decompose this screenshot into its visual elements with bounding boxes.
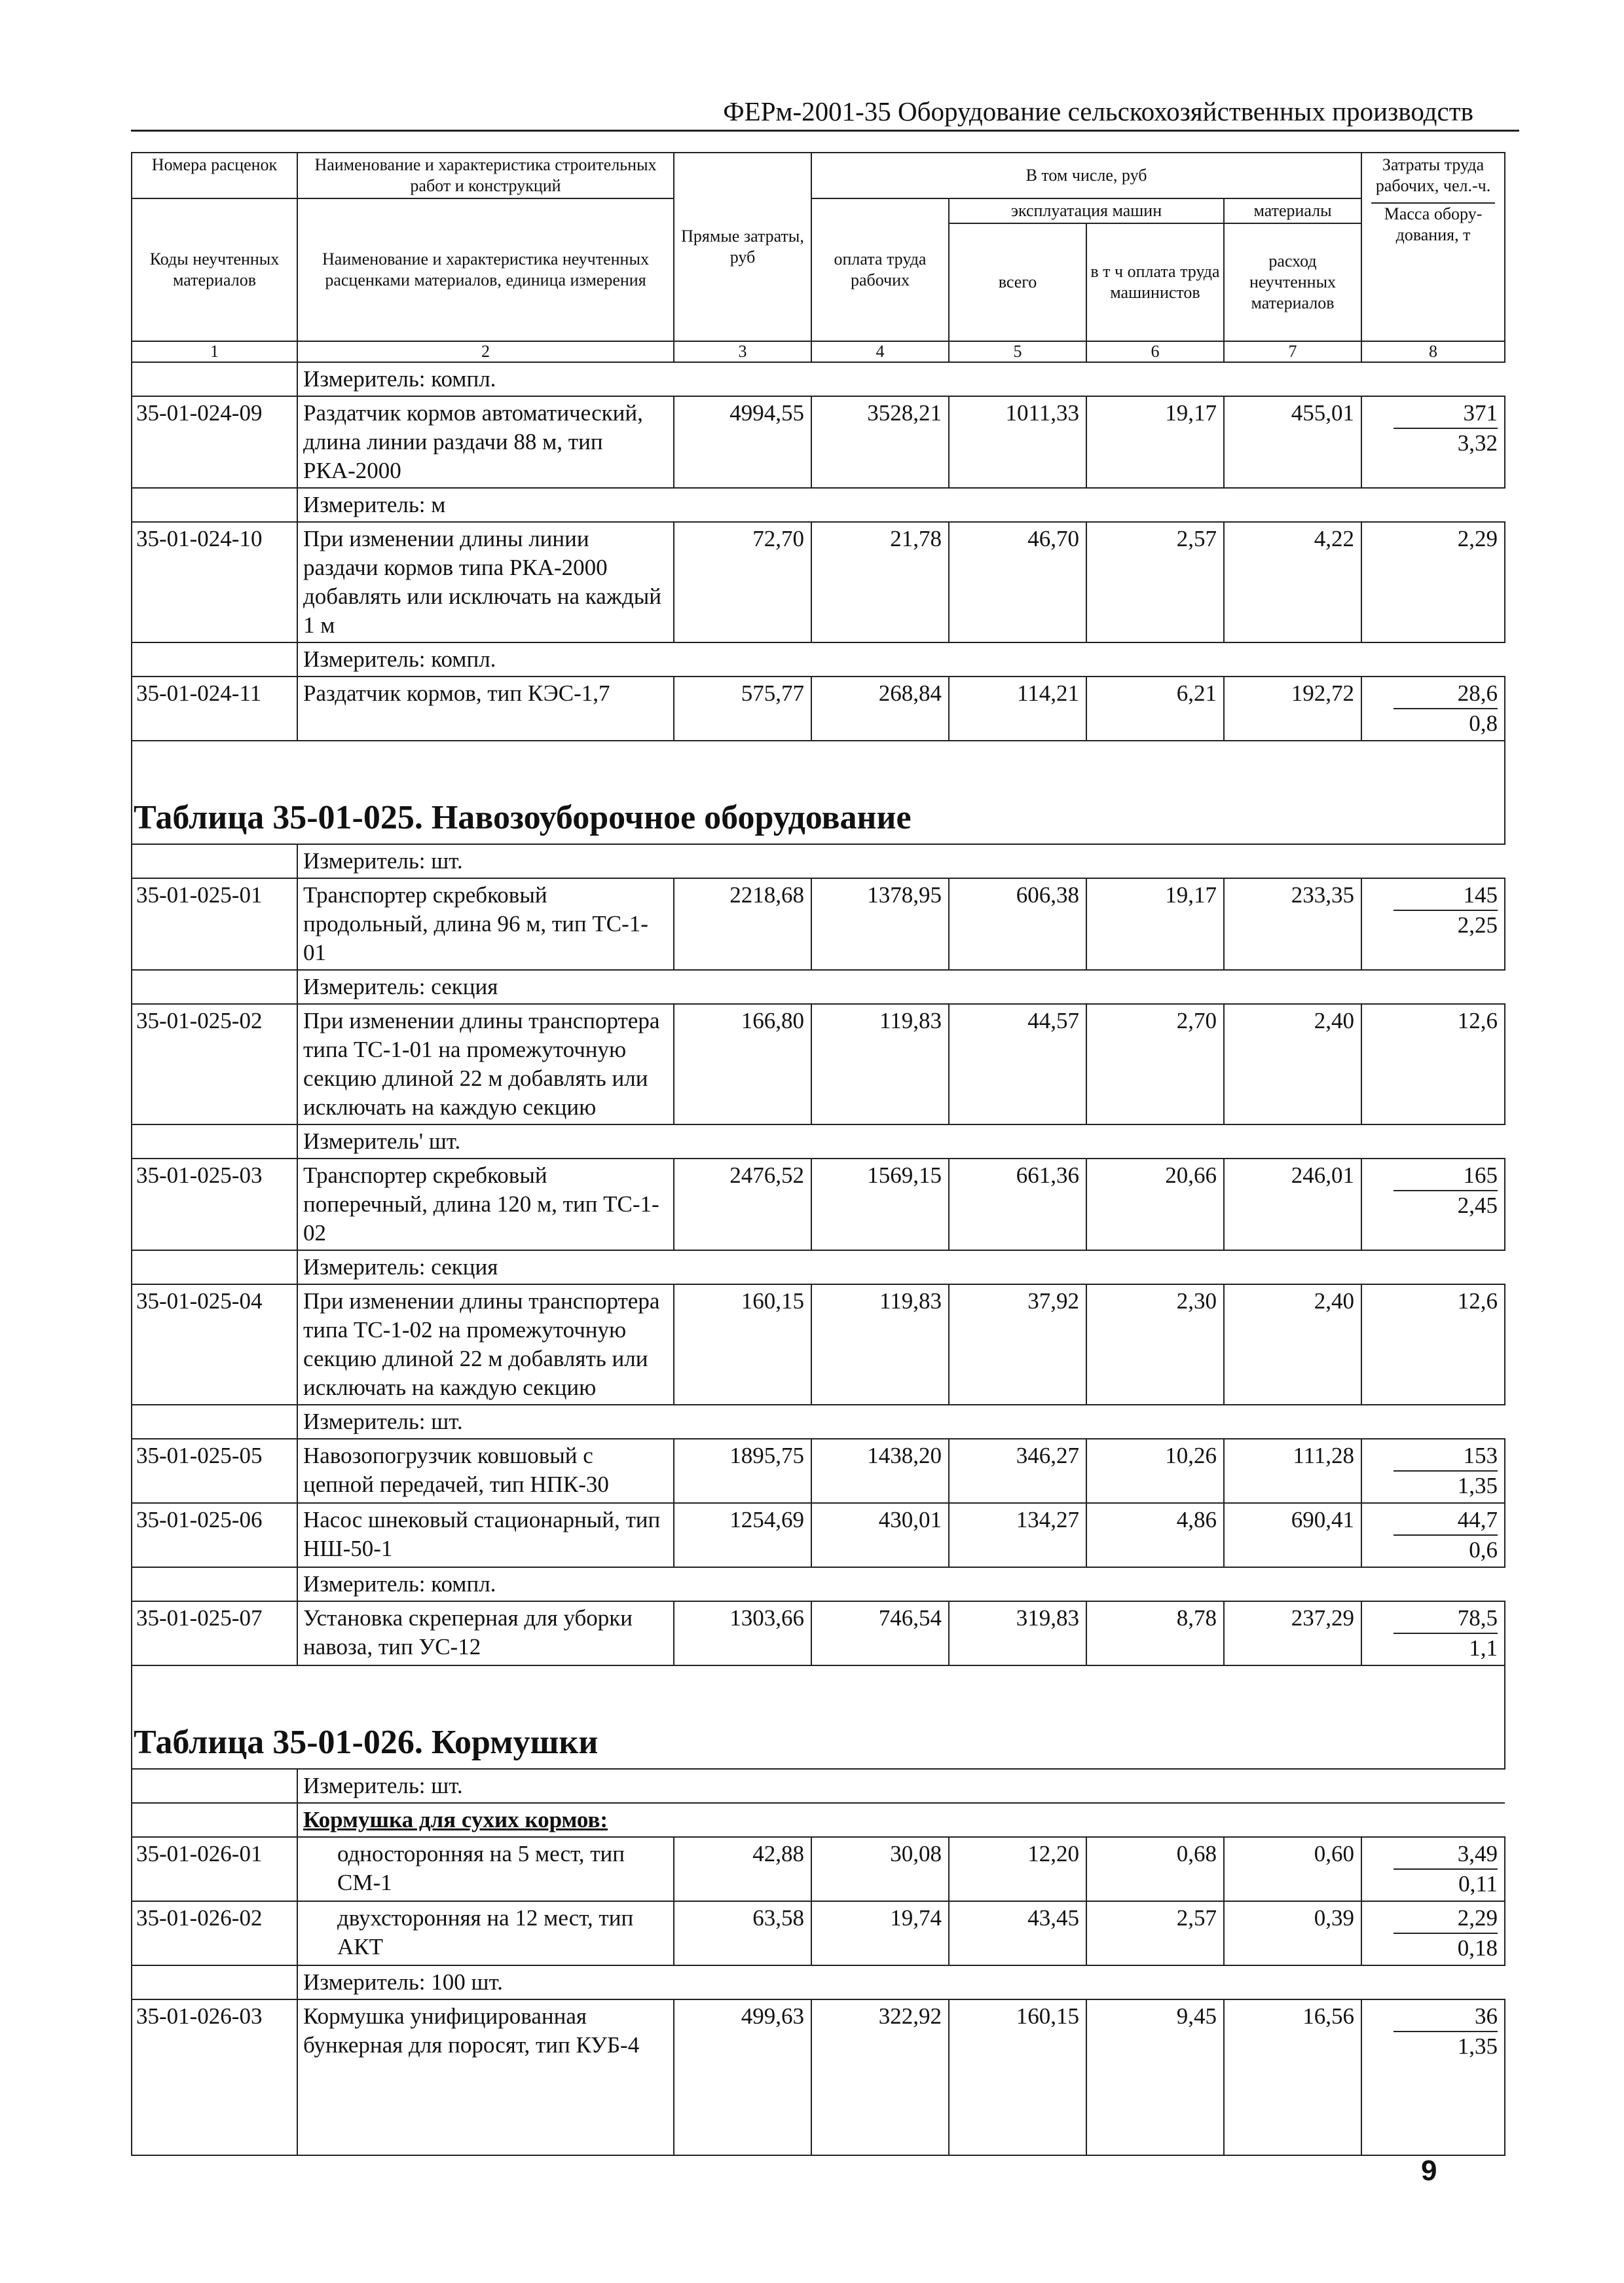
table-row bbox=[132, 396, 1505, 488]
col-number: 4 bbox=[811, 341, 949, 362]
machinist-pay: 9,45 bbox=[1086, 1999, 1224, 2155]
mass-value: 2,45 bbox=[1457, 1193, 1498, 1218]
col-number: 7 bbox=[1224, 341, 1361, 362]
machine-total: 160,15 bbox=[949, 1999, 1086, 2155]
col-worker-pay: оплата труда рабочих bbox=[811, 198, 949, 341]
worker-pay: 119,83 bbox=[811, 1284, 949, 1405]
rate-code: 35-01-025-01 bbox=[132, 878, 297, 970]
direct-costs: 575,77 bbox=[674, 677, 811, 741]
machine-total: 46,70 bbox=[949, 522, 1086, 642]
machine-total: 134,27 bbox=[949, 1503, 1086, 1567]
labor-value: 44,7 bbox=[1393, 1506, 1498, 1536]
machine-total: 37,92 bbox=[949, 1284, 1086, 1405]
worker-pay: 30,08 bbox=[811, 1837, 949, 1901]
labor-cell bbox=[1361, 1601, 1505, 1665]
materials-cost: 246,01 bbox=[1224, 1159, 1361, 1250]
page-number: 9 bbox=[1421, 2155, 1437, 2187]
machinist-pay: 4,86 bbox=[1086, 1503, 1224, 1567]
measure-row bbox=[132, 488, 1505, 522]
measure-row bbox=[132, 362, 1505, 396]
measure-label: Измеритель: секция bbox=[297, 970, 1505, 1004]
measure-label: Измеритель: компл. bbox=[297, 1567, 1505, 1601]
table-row bbox=[132, 1284, 1505, 1405]
machinist-pay: 19,17 bbox=[1086, 396, 1224, 488]
mass-value: 1,35 bbox=[1457, 1473, 1498, 1498]
measure-row bbox=[132, 1567, 1505, 1601]
col-number: 1 bbox=[132, 341, 297, 362]
measure-label: Измеритель: шт. bbox=[297, 1769, 1505, 1803]
header-divider bbox=[1371, 202, 1495, 204]
labor-value: 2,29 bbox=[1393, 1904, 1498, 1934]
measure-row bbox=[132, 1250, 1505, 1284]
direct-costs: 72,70 bbox=[674, 522, 811, 642]
table-row bbox=[132, 677, 1505, 741]
rate-code: 35-01-025-07 bbox=[132, 1601, 297, 1665]
worker-pay: 1438,20 bbox=[811, 1439, 949, 1503]
mass-value: 0,6 bbox=[1469, 1537, 1498, 1563]
measure-label: Измеритель: м bbox=[297, 488, 1505, 522]
rate-code: 35-01-024-10 bbox=[132, 522, 297, 642]
col-unaccounted-use: расход неучтенных материалов bbox=[1224, 223, 1361, 341]
measure-label: Измеритель: компл. bbox=[297, 362, 1505, 396]
rate-code: 35-01-024-09 bbox=[132, 396, 297, 488]
direct-costs: 63,58 bbox=[674, 1901, 811, 1965]
rate-name: Навозопогрузчик ковшовый с цепной передачей, тип НПК-30 bbox=[297, 1439, 674, 1503]
rate-code: 35-01-026-03 bbox=[132, 1999, 297, 2155]
measure-label: Измеритель: 100 шт. bbox=[297, 1965, 1505, 1999]
table-row bbox=[132, 1503, 1505, 1567]
worker-pay: 119,83 bbox=[811, 1004, 949, 1124]
col-including: В том числе, руб bbox=[811, 153, 1361, 198]
materials-cost: 455,01 bbox=[1224, 396, 1361, 488]
rates-table bbox=[131, 152, 1505, 2156]
rate-code: 35-01-024-11 bbox=[132, 677, 297, 741]
machinist-pay: 19,17 bbox=[1086, 878, 1224, 970]
direct-costs: 4994,55 bbox=[674, 396, 811, 488]
mass-value: 0,18 bbox=[1457, 1935, 1498, 1961]
materials-cost: 233,35 bbox=[1224, 878, 1361, 970]
table-row bbox=[132, 1004, 1505, 1124]
measure-row bbox=[132, 642, 1505, 677]
materials-cost: 4,22 bbox=[1224, 522, 1361, 642]
labor-value: 12,6 bbox=[1361, 1004, 1505, 1124]
header-row-1 bbox=[132, 153, 1505, 198]
col-total: всего bbox=[949, 223, 1086, 341]
column-numbers-row bbox=[132, 341, 1505, 362]
worker-pay: 268,84 bbox=[811, 677, 949, 741]
worker-pay: 19,74 bbox=[811, 1901, 949, 1965]
direct-costs: 160,15 bbox=[674, 1284, 811, 1405]
col-rate-number: Номера расценок bbox=[132, 153, 297, 198]
labor-cell bbox=[1361, 1503, 1505, 1567]
col-unaccounted-name: Наименование и характеристика неучтенных расценками материалов, единица измерения bbox=[297, 198, 674, 341]
worker-pay: 1378,95 bbox=[811, 878, 949, 970]
worker-pay: 430,01 bbox=[811, 1503, 949, 1567]
rate-name: Транспортер скребковый поперечный, длина 120 м, тип ТС-1-02 bbox=[297, 1159, 674, 1250]
rate-name: Кормушка унифицированная бункерная для поросят, тип КУБ-4 bbox=[297, 1999, 674, 2155]
table-title: Таблица 35-01-026. Кормушки bbox=[132, 1665, 1505, 1769]
rate-name: При изменении длины линии раздачи кормов типа РКА-2000 добавлять или исключать на каждый 1 м bbox=[297, 522, 674, 642]
rate-name: односторонняя на 5 мест, тип СМ-1 bbox=[297, 1837, 674, 1901]
machine-total: 319,83 bbox=[949, 1601, 1086, 1665]
machine-total: 114,21 bbox=[949, 677, 1086, 741]
worker-pay: 746,54 bbox=[811, 1601, 949, 1665]
labor-costs-label: Затраты труда рабочих, чел.-ч. bbox=[1375, 155, 1491, 195]
direct-costs: 2476,52 bbox=[674, 1159, 811, 1250]
labor-cell bbox=[1361, 878, 1505, 970]
table-row bbox=[132, 522, 1505, 642]
mass-value: 0,8 bbox=[1469, 711, 1498, 736]
col-materials: материалы bbox=[1224, 198, 1361, 223]
machine-total: 44,57 bbox=[949, 1004, 1086, 1124]
measure-row bbox=[132, 970, 1505, 1004]
machinist-pay: 20,66 bbox=[1086, 1159, 1224, 1250]
labor-value: 3,49 bbox=[1393, 1840, 1498, 1870]
measure-row bbox=[132, 1405, 1505, 1439]
materials-cost: 0,60 bbox=[1224, 1837, 1361, 1901]
labor-cell bbox=[1361, 1901, 1505, 1965]
rate-code: 35-01-026-02 bbox=[132, 1901, 297, 1965]
materials-cost: 2,40 bbox=[1224, 1284, 1361, 1405]
col-direct-costs: Прямые затраты, руб bbox=[674, 153, 811, 341]
machinist-pay: 0,68 bbox=[1086, 1837, 1224, 1901]
labor-value: 28,6 bbox=[1393, 679, 1498, 709]
machinist-pay: 2,57 bbox=[1086, 522, 1224, 642]
machine-total: 606,38 bbox=[949, 878, 1086, 970]
labor-cell bbox=[1361, 396, 1505, 488]
rate-name: Установка скреперная для уборки навоза, тип УС-12 bbox=[297, 1601, 674, 1665]
mass-value: 1,1 bbox=[1469, 1635, 1498, 1661]
machinist-pay: 2,30 bbox=[1086, 1284, 1224, 1405]
table-title-row bbox=[132, 741, 1505, 844]
labor-value: 371 bbox=[1393, 399, 1498, 429]
rate-name: Раздатчик кормов, тип КЭС-1,7 bbox=[297, 677, 674, 741]
labor-value: 2,29 bbox=[1361, 522, 1505, 642]
materials-cost: 111,28 bbox=[1224, 1439, 1361, 1503]
machine-total: 43,45 bbox=[949, 1901, 1086, 1965]
subheading-row bbox=[132, 1803, 1505, 1837]
col-number: 5 bbox=[949, 341, 1086, 362]
measure-row bbox=[132, 1124, 1505, 1159]
mass-value: 3,32 bbox=[1457, 430, 1498, 456]
materials-cost: 16,56 bbox=[1224, 1999, 1361, 2155]
measure-row bbox=[132, 1965, 1505, 1999]
machinist-pay: 10,26 bbox=[1086, 1439, 1224, 1503]
machine-total: 1011,33 bbox=[949, 396, 1086, 488]
machinist-pay: 2,70 bbox=[1086, 1004, 1224, 1124]
col-machine-operation: эксплуатация машин bbox=[949, 198, 1224, 223]
mass-value: 2,25 bbox=[1457, 912, 1498, 938]
labor-value: 78,5 bbox=[1393, 1604, 1498, 1634]
rate-name: Раздатчик кормов автоматический, длина линии раздачи 88 м, тип РКА-2000 bbox=[297, 396, 674, 488]
machinist-pay: 8,78 bbox=[1086, 1601, 1224, 1665]
labor-cell bbox=[1361, 1837, 1505, 1901]
table-row bbox=[132, 1601, 1505, 1665]
table-row bbox=[132, 1159, 1505, 1250]
running-header bbox=[131, 92, 1519, 132]
direct-costs: 1895,75 bbox=[674, 1439, 811, 1503]
rate-code: 35-01-025-04 bbox=[132, 1284, 297, 1405]
table-row bbox=[132, 1901, 1505, 1965]
machinist-pay: 2,57 bbox=[1086, 1901, 1224, 1965]
table-row bbox=[132, 1837, 1505, 1901]
col-machinist-pay: в т ч оплата труда машинистов bbox=[1086, 223, 1224, 341]
direct-costs: 1254,69 bbox=[674, 1503, 811, 1567]
rate-code: 35-01-026-01 bbox=[132, 1837, 297, 1901]
labor-cell bbox=[1361, 1439, 1505, 1503]
direct-costs: 2218,68 bbox=[674, 878, 811, 970]
materials-cost: 237,29 bbox=[1224, 1601, 1361, 1665]
rate-name: двухсторонняя на 12 мест, тип АКТ bbox=[297, 1901, 674, 1965]
col-labor-costs bbox=[1361, 153, 1505, 341]
worker-pay: 3528,21 bbox=[811, 396, 949, 488]
rate-code: 35-01-025-05 bbox=[132, 1439, 297, 1503]
labor-value: 153 bbox=[1393, 1441, 1498, 1472]
machine-total: 661,36 bbox=[949, 1159, 1086, 1250]
table-row bbox=[132, 1999, 1505, 2155]
worker-pay: 322,92 bbox=[811, 1999, 949, 2155]
rate-name: Транспортер скребковый продольный, длина 96 м, тип ТС-1-01 bbox=[297, 878, 674, 970]
rate-name: Насос шнековый стационарный, тип НШ-50-1 bbox=[297, 1503, 674, 1567]
table-row bbox=[132, 1439, 1505, 1503]
mass-value: 0,11 bbox=[1458, 1871, 1498, 1897]
rate-code: 35-01-025-02 bbox=[132, 1004, 297, 1124]
worker-pay: 21,78 bbox=[811, 522, 949, 642]
direct-costs: 166,80 bbox=[674, 1004, 811, 1124]
rate-name: При изменении длины транспортера типа ТС-1-01 на промежуточную секцию длиной 22 м добавлять или исключать на каждую секцию bbox=[297, 1004, 674, 1124]
machine-total: 12,20 bbox=[949, 1837, 1086, 1901]
measure-label: Измеритель: шт. bbox=[297, 1405, 1505, 1439]
table-title: Таблица 35-01-025. Навозоуборочное оборудование bbox=[132, 741, 1505, 844]
col-number: 6 bbox=[1086, 341, 1224, 362]
col-number: 8 bbox=[1361, 341, 1505, 362]
materials-cost: 192,72 bbox=[1224, 677, 1361, 741]
measure-label: Измеритель: шт. bbox=[297, 844, 1505, 878]
equipment-mass-label: Масса обору-дования, т bbox=[1384, 204, 1483, 244]
materials-cost: 0,39 bbox=[1224, 1901, 1361, 1965]
rate-code: 35-01-025-03 bbox=[132, 1159, 297, 1250]
labor-value: 145 bbox=[1393, 881, 1498, 911]
subheading-label: Кормушка для сухих кормов: bbox=[297, 1803, 1505, 1837]
table-title-row bbox=[132, 1665, 1505, 1769]
worker-pay: 1569,15 bbox=[811, 1159, 949, 1250]
measure-row bbox=[132, 844, 1505, 878]
materials-cost: 690,41 bbox=[1224, 1503, 1361, 1567]
machine-total: 346,27 bbox=[949, 1439, 1086, 1503]
measure-label: Измеритель: секция bbox=[297, 1250, 1505, 1284]
table-row bbox=[132, 878, 1505, 970]
measure-row bbox=[132, 1769, 1505, 1803]
header-row-2 bbox=[132, 198, 1505, 223]
labor-cell bbox=[1361, 1999, 1505, 2155]
rate-name: При изменении длины транспортера типа ТС-1-02 на промежуточную секцию длиной 22 м добавлять или исключать на каждую секцию bbox=[297, 1284, 674, 1405]
col-number: 3 bbox=[674, 341, 811, 362]
rate-code: 35-01-025-06 bbox=[132, 1503, 297, 1567]
labor-value: 165 bbox=[1393, 1161, 1498, 1191]
running-title: ФЕРм-2001-35 Оборудование сельскохозяйственных производств bbox=[723, 96, 1473, 126]
direct-costs: 499,63 bbox=[674, 1999, 811, 2155]
labor-value: 12,6 bbox=[1361, 1284, 1505, 1405]
measure-label: Измеритель' шт. bbox=[297, 1124, 1505, 1159]
direct-costs: 1303,66 bbox=[674, 1601, 811, 1665]
col-unaccounted-codes: Коды неучтенных материалов bbox=[132, 198, 297, 341]
col-number: 2 bbox=[297, 341, 674, 362]
labor-value: 36 bbox=[1393, 2002, 1498, 2032]
mass-value: 1,35 bbox=[1457, 2033, 1498, 2059]
labor-cell bbox=[1361, 1159, 1505, 1250]
direct-costs: 42,88 bbox=[674, 1837, 811, 1901]
labor-cell bbox=[1361, 677, 1505, 741]
materials-cost: 2,40 bbox=[1224, 1004, 1361, 1124]
machinist-pay: 6,21 bbox=[1086, 677, 1224, 741]
measure-label: Измеритель: компл. bbox=[297, 642, 1505, 677]
col-name: Наименование и характеристика строительных работ и конструкций bbox=[297, 153, 674, 198]
